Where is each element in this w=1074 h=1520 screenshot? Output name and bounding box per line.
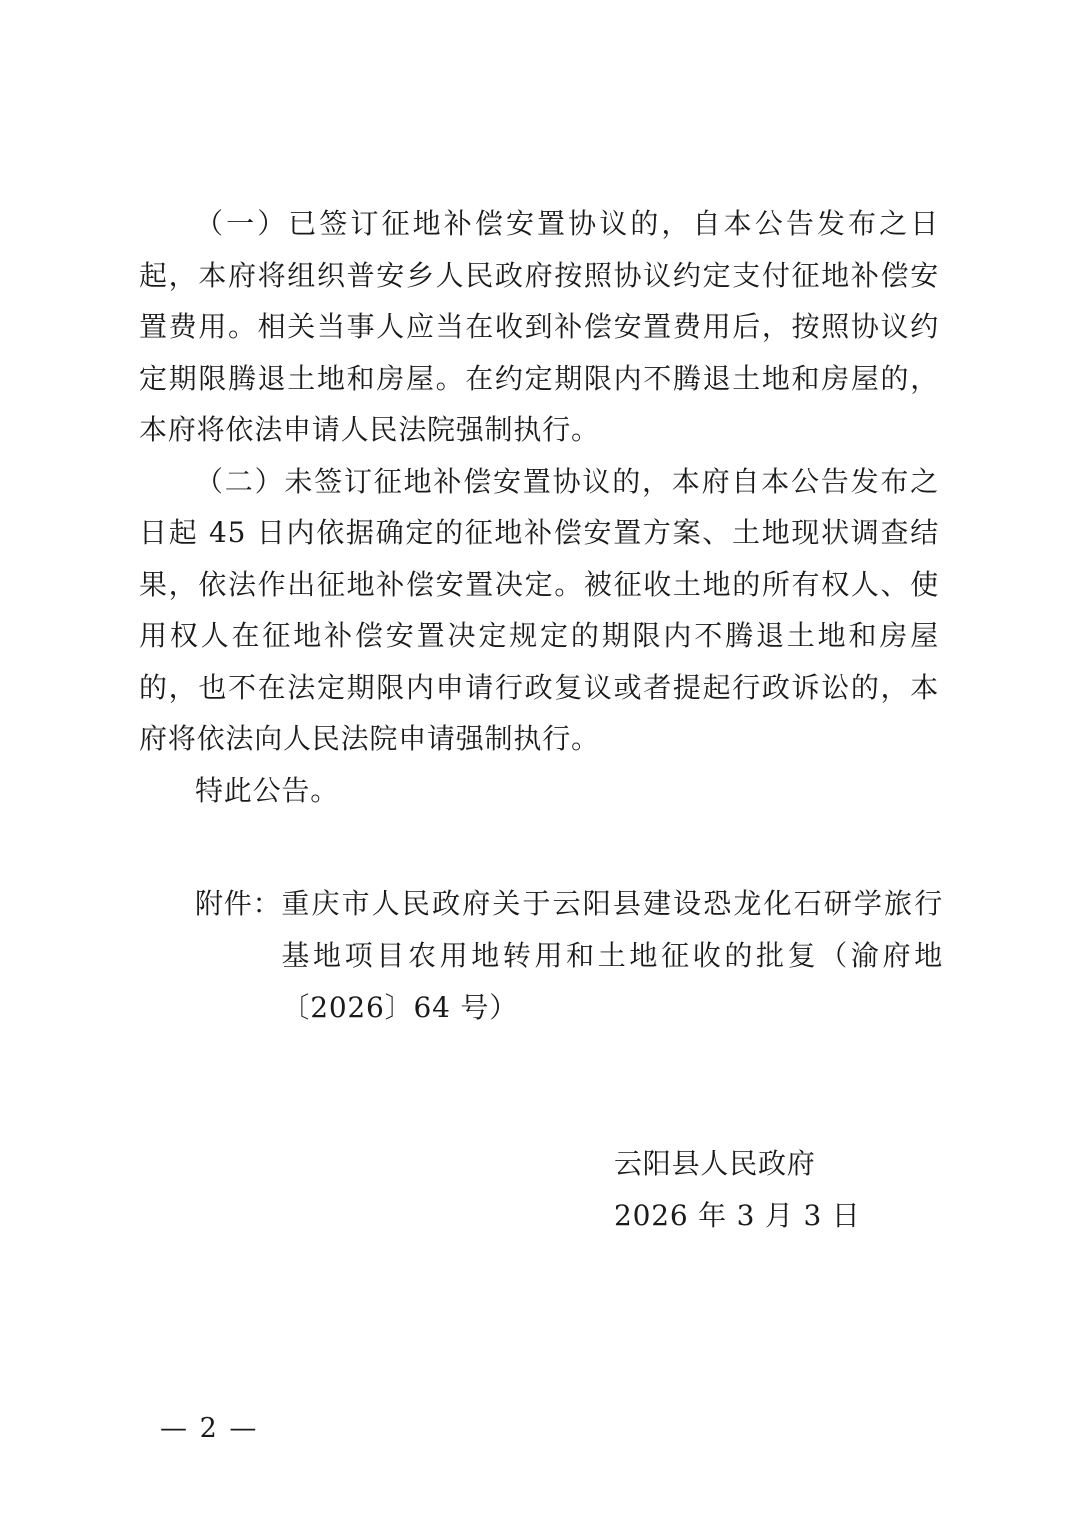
document-body <box>139 198 939 816</box>
page-number: — 2 — <box>160 1413 259 1444</box>
attachment-text: 重庆市人民政府关于云阳县建设恐龙化石研学旅行基地项目农用地转用和土地征收的批复（渝府地〔2026〕64 号） <box>281 887 943 1024</box>
attachment-label: 附件： <box>195 887 282 920</box>
paragraph-signed-agreements: （一）已签订征地补偿安置协议的，自本公告发布之日起，本府将组织普安乡人民政府按照协议约定支付征地补偿安置费用。相关当事人应当在收到补偿安置费用后，按照协议约定期限腾退土地和房屋。在约定期限内不腾退土地和房屋的，本府将依法申请人民法院强制执行。 <box>139 207 939 446</box>
paragraph-closing: 特此公告。 <box>195 773 340 807</box>
attachment-block <box>195 878 943 1034</box>
issue-date: 2026 年 3 月 3 日 <box>614 1199 861 1232</box>
issuer-name: 云阳县人民政府 <box>614 1147 816 1180</box>
signature-block <box>614 1138 861 1242</box>
paragraph-unsigned-agreements: （二）未签订征地补偿安置协议的，本府自本公告发布之日起 45 日内依据确定的征地补偿安置方案、土地现状调查结果，依法作出征地补偿安置决定。被征收土地的所有权人、使用权人在征地补偿安置决定规定的期限内不腾退土地和房屋的，也不在法定期限内申请行政复议或者提起行政诉讼的，本府将依法向人民法院申请强制执行。 <box>139 464 939 755</box>
